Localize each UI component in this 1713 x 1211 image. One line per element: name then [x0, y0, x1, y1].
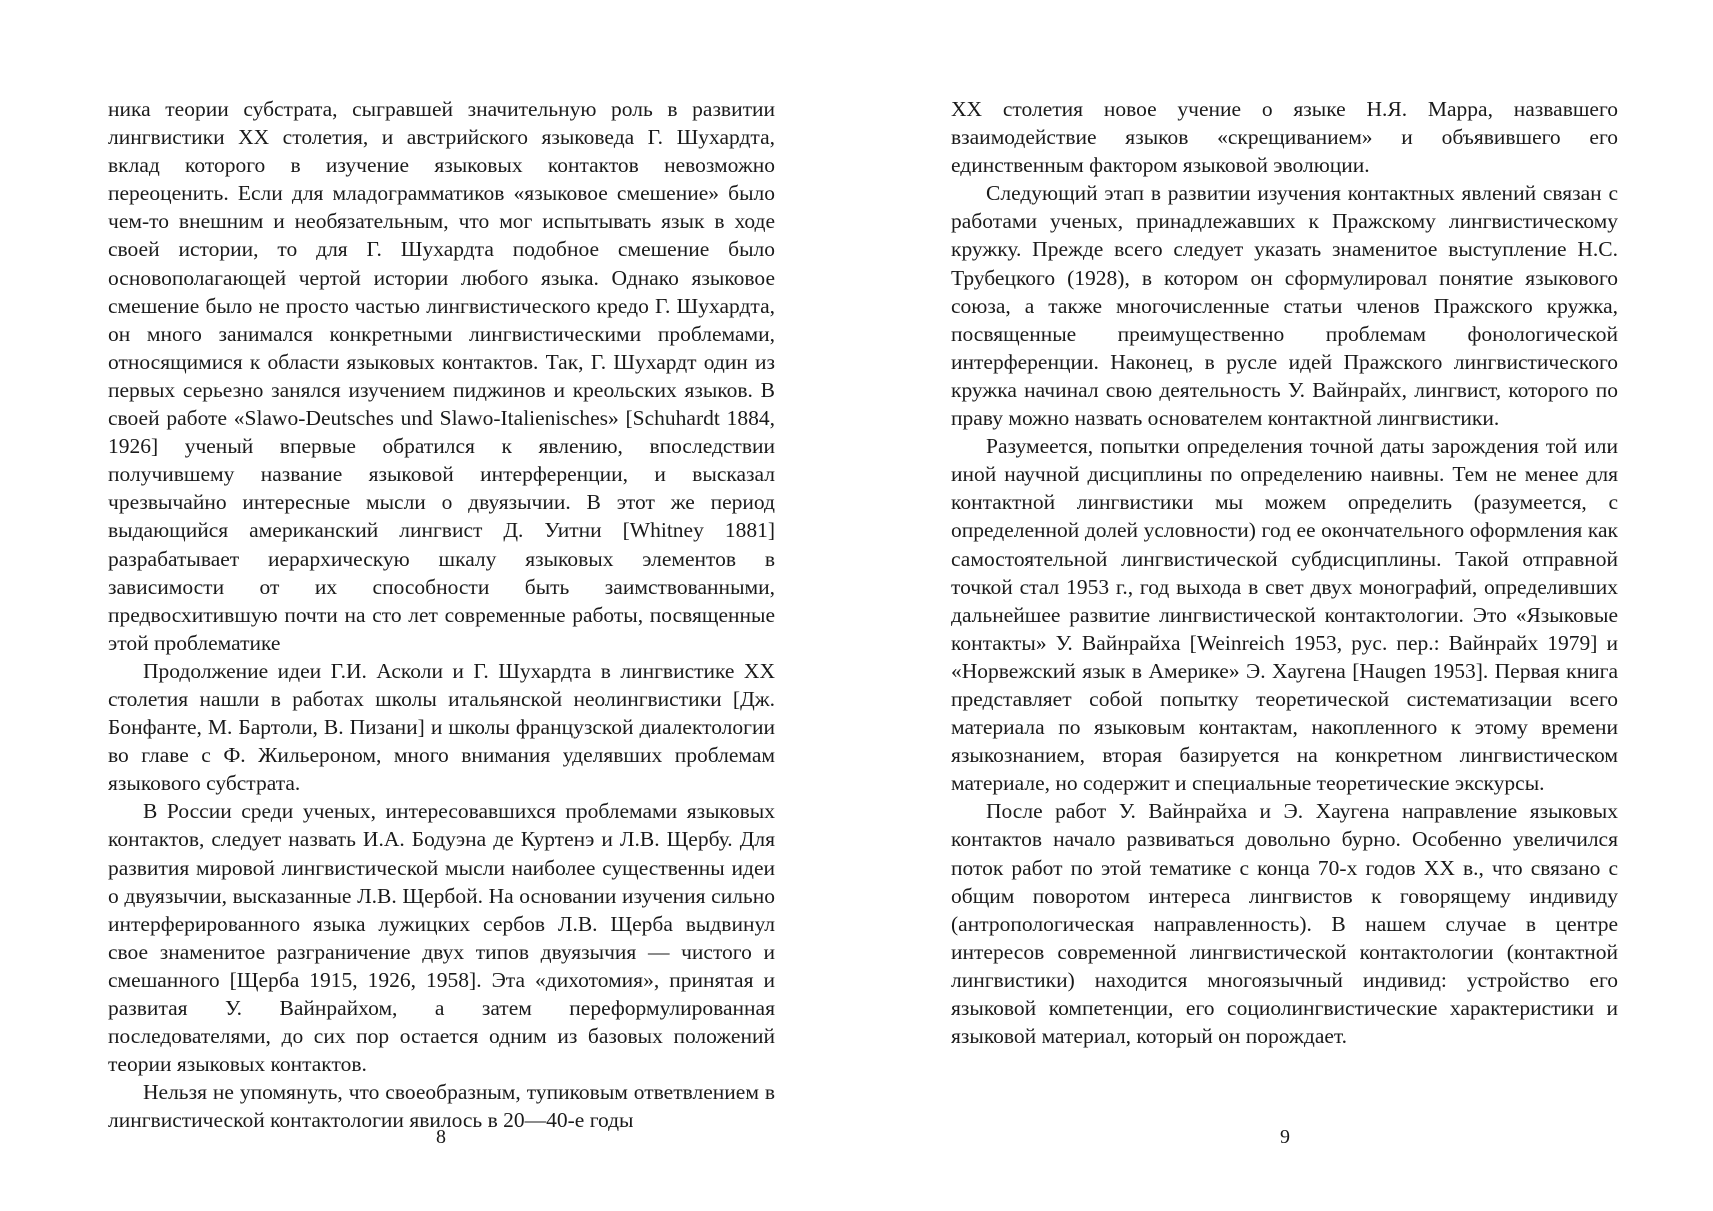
left-page	[108, 95, 775, 1134]
right-page	[951, 95, 1618, 1050]
right-paragraph-4: После работ У. Вайнрайха и Э. Хаугена направление языковых контактов начало развиваться довольно бурно. Особенно увеличился поток работ по этой тематике с конца 70-х годов XX в., что связано с общим поворотом интереса лингвистов к говорящему индивиду (антропологическая направленность). В нашем случае в центре интересов современной лингвистической контактологии (контактной лингвистики) находится многоязычный индивид: устройство его языковой компетенции, его социолингвистические характеристики и языковой материал, который он порождает.	[951, 799, 1618, 1049]
right-paragraph-2: Следующий этап в развитии изучения контактных явлений связан с работами ученых, принадлежавших к Пражскому лингвистическому кружку. Прежде всего следует указать знаменитое выступление Н.С. Трубецкого (1928), в котором он сформулировал понятие языкового союза, а также многочисленные статьи членов Пражского кружка, посвященные преимущественно проблемам фонологической интерференции. Наконец, в русле идей Пражского лингвистического кружка начинал свою деятельность У. Вайнрайх, лингвист, которого по праву можно назвать основателем контактной лингвистики.	[951, 181, 1618, 431]
left-paragraph-2: Продолжение идеи Г.И. Асколи и Г. Шухардта в лингвистике XX столетия нашли в работах школы итальянской неолингвистики [Дж. Бонфанте, М. Бартоли, В. Пизани] и школы французской диалектологии во главе с Ф. Жильероном, много внимания уделявших проблемам языкового субстрата.	[108, 658, 775, 796]
left-paragraph-1: ника теории субстрата, сыгравшей значительную роль в развитии лингвистики XX столетия, и австрийского языковеда Г. Шухардта, вклад которого в изучение языковых контактов невозможно переоценить. Если для младограмматиков «языковое смешение» было чем-то внешним и необязательным, что мог испытывать язык в ходе своей истории, то для Г. Шухардта подобное смешение было основополагающей чертой истории любого языка. Однако языковое смешение было не просто частью лингвистического кредо Г. Шухардта, он много занимался конкретными лингвистическими проблемами, относящимися к области языковых контактов. Так, Г. Шухардт один из первых серьезно занялся изучением пиджинов и креольских языков. В своей работе «Slawo-Deutsches und Slawo-Italienisches» [Schuhardt 1884, 1926] ученый впервые обратился к явлению, впоследствии получившему название языковой интерференции, и высказал чрезвычайно интересные мысли о двуязычии. В этот же период выдающийся американский лингвист Д. Уитни [Whitney 1881] разрабатывает иерархическую шкалу языковых элементов в зависимости от их способности быть заимствованными, предвосхитившую почти на сто лет современные работы, посвященные этой проблематике	[108, 97, 775, 655]
right-paragraph-3: Разумеется, попытки определения точной даты зарождения той или иной научной дисциплины по определению наивны. Тем не менее для контактной лингвистики мы можем определить (разумеется, с определенной долей условности) год ее окончательного оформления как самостоятельной лингвистической субдисциплины. Такой отправной точкой стал 1953 г., год выхода в свет двух монографий, определивших дальнейшее развитие лингвистической контактологии. Это «Языковые контакты» У. Вайнрайха [Weinreich 1953, рус. пер.: Вайнрайх 1979] и «Норвежский язык в Америке» Э. Хаугена [Haugen 1953]. Первая книга представляет собой попытку теоретической систематизации всего материала по языковым контактам, накопленного к этому времени языкознанием, вторая базируется на конкретном лингвистическом материале, но содержит и специальные теоретические экскурсы.	[951, 434, 1618, 796]
page-number-right: 9	[1280, 1126, 1290, 1148]
left-paragraph-3: В России среди ученых, интересовавшихся проблемами языковых контактов, следует назвать И.А. Бодуэна де Куртенэ и Л.В. Щербу. Для развития мировой лингвистической мысли наиболее существенны идеи о двуязычии, высказанные Л.В. Щербой. На основании изучения сильно интерферированного языка лужицких сербов Л.В. Щерба выдвинул свое знаменитое разграничение двух типов двуязычия — чистого и смешанного [Щерба 1915, 1926, 1958]. Эта «дихотомия», принятая и развитая У. Вайнрайхом, а затем переформулированная последователями, до сих пор остается одним из базовых положений теории языковых контактов.	[108, 799, 775, 1077]
page-number-left: 8	[436, 1126, 446, 1148]
right-paragraph-1: XX столетия новое учение о языке Н.Я. Марра, назвавшего взаимодействие языков «скрещиванием» и объявившего его единственным фактором языковой эволюции.	[951, 97, 1618, 178]
left-paragraph-4: Нельзя не упомянуть, что своеобразным, тупиковым ответвлением в лингвистической контактологии явилось в 20—40-е годы	[108, 1080, 775, 1133]
